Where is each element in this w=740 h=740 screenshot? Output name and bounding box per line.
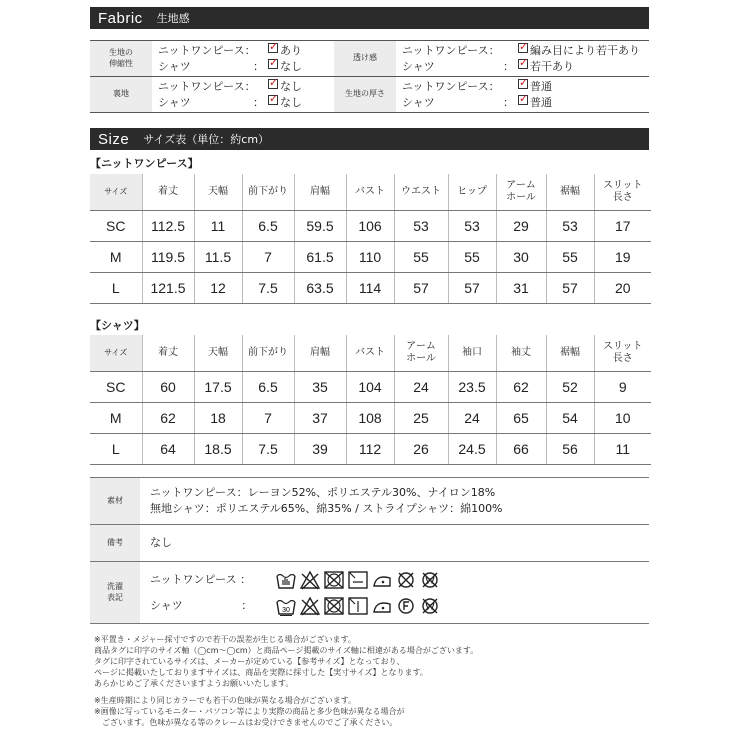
- size-header-bar: [90, 128, 649, 150]
- table-cell: 39: [294, 433, 346, 464]
- size-title: Size: [98, 130, 130, 148]
- size-label-cell: SC: [90, 210, 142, 241]
- checkbox-icon: [268, 79, 278, 89]
- table-cell: 55: [394, 241, 448, 272]
- material-row: [90, 478, 649, 525]
- care-header: 洗濯 表記: [90, 562, 140, 623]
- sheer-header: 透け感: [334, 41, 396, 76]
- table-cell: 26: [394, 433, 448, 464]
- column-header: 袖口: [448, 335, 496, 371]
- no-dry-clean-icon: [395, 570, 417, 590]
- table-cell: 37: [294, 402, 346, 433]
- remarks-value: なし: [150, 536, 172, 549]
- table-cell: 18.5: [194, 433, 242, 464]
- sheer-values: ニットワンピース： ✓ 編み目により若干あり シャツ ： ✓ 若干あり: [396, 41, 649, 76]
- table-cell: 6.5: [242, 371, 294, 402]
- care-line-shirt: シャツ ： 30: [150, 593, 443, 619]
- checkbox-icon: [518, 79, 528, 89]
- table-cell: 66: [496, 433, 546, 464]
- table-cell: 18: [194, 402, 242, 433]
- table-cell: 57: [394, 272, 448, 303]
- column-header: 前下がり: [242, 174, 294, 210]
- column-header: 裾幅: [546, 174, 594, 210]
- table-cell: 24: [394, 371, 448, 402]
- column-header: スリット 長さ: [594, 335, 651, 371]
- table-cell: 9: [594, 371, 651, 402]
- size-subtitle: サイズ表（単位：約cm）: [143, 133, 270, 146]
- stretch-values: ニットワンピース： ✓ あり シャツ ： ✓ なし: [152, 41, 334, 76]
- table-cell: 55: [448, 241, 496, 272]
- table-cell: 53: [448, 210, 496, 241]
- fabric-header-bar: [90, 7, 649, 29]
- hand-wash-icon: [275, 570, 297, 590]
- fabric-row: [90, 41, 649, 77]
- column-header: 天幅: [194, 174, 242, 210]
- care-line-knit: ニットワンピース ：: [150, 567, 443, 593]
- column-header: 肩幅: [294, 174, 346, 210]
- table-cell: 60: [142, 371, 194, 402]
- table-cell: 62: [142, 402, 194, 433]
- table-cell: 54: [546, 402, 594, 433]
- table-cell: 11: [594, 433, 651, 464]
- table-cell: 59.5: [294, 210, 346, 241]
- checkbox-icon: [268, 59, 278, 69]
- machine-wash-30-icon: [275, 596, 297, 616]
- table-cell: 53: [394, 210, 448, 241]
- table-cell: 11.5: [194, 241, 242, 272]
- line-dry-shade-icon: [347, 570, 369, 590]
- note-line: ございます。色味が異なる等のクレームはお受けできませんのでご了承ください。: [94, 718, 398, 727]
- column-header: バスト: [346, 174, 394, 210]
- fabric-row: [90, 77, 649, 113]
- checkbox-icon: [268, 43, 278, 53]
- table-cell: 57: [546, 272, 594, 303]
- size-label-cell: L: [90, 433, 142, 464]
- checkbox-icon: [518, 59, 528, 69]
- table-cell: 114: [346, 272, 394, 303]
- shirt-size-table: [90, 335, 651, 465]
- thickness-header: 生地の厚さ: [334, 77, 396, 112]
- header-row: [90, 174, 651, 210]
- column-header: ウエスト: [394, 174, 448, 210]
- column-header: 前下がり: [242, 335, 294, 371]
- table-cell: 12: [194, 272, 242, 303]
- iron-low-icon: [371, 570, 393, 590]
- no-bleach-icon: [299, 596, 321, 616]
- table-cell: 25: [394, 402, 448, 433]
- table-cell: 35: [294, 371, 346, 402]
- shirt-table-label: 【シャツ】: [90, 319, 145, 332]
- table-cell: 7: [242, 402, 294, 433]
- header-row: [90, 335, 651, 371]
- column-header: アーム ホール: [496, 174, 546, 210]
- column-header: アーム ホール: [394, 335, 448, 371]
- table-cell: 64: [142, 433, 194, 464]
- table-cell: 24.5: [448, 433, 496, 464]
- fabric-subtitle: 生地感: [156, 12, 190, 25]
- no-bleach-icon: [299, 570, 321, 590]
- note-line: あらかじめご了承くださいますようお願いいたします。: [94, 679, 294, 688]
- table-cell: 121.5: [142, 272, 194, 303]
- column-header: 着丈: [142, 174, 194, 210]
- column-header: サイズ: [90, 174, 142, 210]
- table-cell: 119.5: [142, 241, 194, 272]
- table-row: [90, 371, 651, 402]
- table-cell: 55: [546, 241, 594, 272]
- column-header: ヒップ: [448, 174, 496, 210]
- table-cell: 7.5: [242, 272, 294, 303]
- checkbox-icon: [518, 43, 528, 53]
- knit-table-label: 【ニットワンピース】: [90, 157, 199, 170]
- note-line: ※平置き・メジャー採寸ですので若干の誤差が生じる場合がございます。: [94, 635, 356, 644]
- lining-values: ニットワンピース： ✓ なし シャツ ： ✓ なし: [152, 77, 334, 112]
- note-line: ※生産時期により同じカラーでも若干の色味が異なる場合がございます。: [94, 696, 357, 705]
- size-label-cell: SC: [90, 371, 142, 402]
- note-line: タグに印字されているサイズは、メーカーが定めている【参考サイズ】となっており、: [94, 657, 405, 666]
- thickness-values: ニットワンピース： ✓ 普通 シャツ ： ✓ 普通: [396, 77, 649, 112]
- table-cell: 108: [346, 402, 394, 433]
- table-cell: 110: [346, 241, 394, 272]
- table-cell: 61.5: [294, 241, 346, 272]
- column-header: スリット 長さ: [594, 174, 651, 210]
- table-cell: 20: [594, 272, 651, 303]
- no-wet-clean-icon: [419, 570, 441, 590]
- knit-size-table: [90, 174, 651, 304]
- table-cell: 19: [594, 241, 651, 272]
- table-cell: 106: [346, 210, 394, 241]
- dry-clean-f-icon: [395, 596, 417, 616]
- table-cell: 30: [496, 241, 546, 272]
- table-cell: 52: [546, 371, 594, 402]
- table-cell: 63.5: [294, 272, 346, 303]
- table-cell: 29: [496, 210, 546, 241]
- material-values: ニットワンピース：レーヨン52%、ポリエステル30%、ナイロン18% 無地シャツ：ポリエステル65%、綿35% / ストライプシャツ：綿100%: [150, 486, 503, 515]
- checkbox-icon: [518, 95, 528, 105]
- table-cell: 31: [496, 272, 546, 303]
- fabric-title: Fabric: [98, 9, 143, 27]
- table-cell: 7: [242, 241, 294, 272]
- table-cell: 112.5: [142, 210, 194, 241]
- table-cell: 23.5: [448, 371, 496, 402]
- size-label-cell: M: [90, 402, 142, 433]
- table-cell: 7.5: [242, 433, 294, 464]
- column-header: 袖丈: [496, 335, 546, 371]
- care-row: [90, 562, 649, 624]
- table-cell: 57: [448, 272, 496, 303]
- stretch-header: 生地の 伸縮性: [90, 41, 152, 76]
- checkbox-icon: [268, 95, 278, 105]
- lining-header: 裏地: [90, 77, 152, 112]
- no-wet-clean-icon: [419, 596, 441, 616]
- column-header: 裾幅: [546, 335, 594, 371]
- table-cell: 112: [346, 433, 394, 464]
- material-header: 素材: [90, 478, 140, 524]
- column-header: 着丈: [142, 335, 194, 371]
- column-header: 肩幅: [294, 335, 346, 371]
- table-cell: 10: [594, 402, 651, 433]
- table-row: [90, 241, 651, 272]
- table-row: [90, 402, 651, 433]
- fabric-table: [90, 40, 649, 113]
- table-cell: 104: [346, 371, 394, 402]
- size-label-cell: M: [90, 241, 142, 272]
- remarks-header: 備考: [90, 525, 140, 561]
- table-cell: 53: [546, 210, 594, 241]
- column-header: バスト: [346, 335, 394, 371]
- table-cell: 17: [594, 210, 651, 241]
- no-tumble-dry-icon: [323, 596, 345, 616]
- table-row: [90, 272, 651, 303]
- table-row: [90, 433, 651, 464]
- table-cell: 17.5: [194, 371, 242, 402]
- table-cell: 56: [546, 433, 594, 464]
- iron-low-icon: [371, 596, 393, 616]
- column-header: サイズ: [90, 335, 142, 371]
- table-cell: 6.5: [242, 210, 294, 241]
- size-label-cell: L: [90, 272, 142, 303]
- table-row: [90, 210, 651, 241]
- drip-dry-icon: [347, 596, 369, 616]
- wash-temp-label: 30: [282, 606, 290, 614]
- details-table: [90, 477, 649, 624]
- table-cell: 65: [496, 402, 546, 433]
- note-line: ※画像に写っているモニター・パソコン等により実際の商品と多少色味が異なる場合が: [94, 707, 405, 716]
- remarks-row: [90, 525, 649, 562]
- column-header: 天幅: [194, 335, 242, 371]
- note-line: ページに掲載いたしておりますサイズは、商品を実際に採寸した【実寸サイズ】となります。: [94, 668, 428, 677]
- table-cell: 24: [448, 402, 496, 433]
- no-tumble-dry-icon: [323, 570, 345, 590]
- table-cell: 62: [496, 371, 546, 402]
- care-values: [140, 562, 443, 623]
- note-line: 商品タグに印字のサイズ軸（◯cm〜◯cm）と商品ページ掲載のサイズ軸に相違がある場合がございます。: [94, 646, 479, 655]
- table-cell: 11: [194, 210, 242, 241]
- notes-section: [94, 634, 650, 728]
